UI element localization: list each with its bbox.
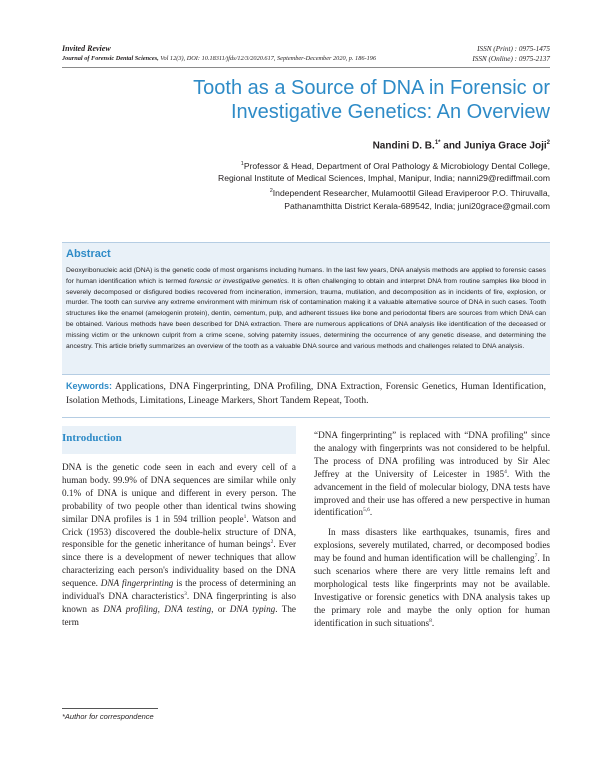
author-2: Juniya Grace Joji [463,140,547,152]
affiliation-1-marker: 1 [240,161,244,167]
intro-left-column [62,461,296,629]
citation-details: Vol 12(3), DOI: 10.18311/jfds/12/3/2020.617, September-December 2020, p. 186-196 [158,55,377,62]
intro-paragraph-1: DNA is the genetic code seen in each and every cell of a human body. 99.9% of DNA sequences are similar while only 0.1% of DNA is unique and different in every person. The probability of two people other than identical twins showing similar DNA profiles is 1 in 594 trillion people$^1$. Watson and Crick (1953) discovered the double-helix structure of DNA, responsible for the genetic inheritance of human beings$^2$. Ever since there is a development of newer techniques that allow characterizing each person's individuality based on the DNA sequence. DNA fingerprinting is the process of determining an individual's DNA characteristics$^3$. DNA fingerprinting is also known as DNA profiling, DNA testing, or DNA typing. The term [62,462,297,627]
intro-paragraph-3: In mass disasters like earthquakes, tsunamis, fires and explosions, severely mutilated, charred, or decomposed bodies may be found and human identification will be challenging$^7$. In such scenarios where there are very little remains left and morphological tests like fingerprints may not be available. Investigative or forensic genetics with DNA analysis takes up the primary role and maybe the only option for human identification in such situations$^8$. [314,527,550,628]
keywords-divider [62,417,550,418]
article-type: Invited Review [62,44,111,53]
header-divider [62,67,550,68]
author-1: Nandini D. B. [372,140,435,152]
correspondence-footnote: *Author for correspondence [62,712,154,721]
abstract-emphasis: forensic or investigative genetics. [188,277,290,285]
author-line [373,140,550,151]
introduction-heading: Introduction [62,432,122,444]
abstract-heading: Abstract [66,248,111,260]
article-title: Tooth as a Source of DNA in Forensic or Investigative Genetics: An Overview [193,77,550,123]
author-1-marker: 1* [434,140,441,146]
abstract-text: Deoxyribonucleic acid (DNA) is the genetic code of most organisms including humans. In the last few years, DNA analysis methods are applied to forensic cases for human identification which is termed forensic or investigative genetics. It is often challenging to obtain and interpret DNA from routine samples like blood in severely decomposed or disfigured bodies recovered from incineration, immersion, trauma, mutilation, and decomposition as in incidents of fire, explosion, or murder. The tooth can survive any extreme environment with minimum risk of contamination making it a valuable alternative source of DNA in such cases. Tooth structures like the enamel (amelogenin protein), dentin, cementum, pulp, and adherent tissues like bone and periodontal fibers are sources from which DNA can be obtained. Various methods have been described for DNA extraction. There are numerous applications of DNA analysis like identification of the deceased or missing victim or the unknown culprit from a crime scene, solving paternity issues, determining the occurrence of any genetic disease, and determining the ancestry. This article briefly summarizes an overview of the tooth as a valuable DNA source and various methods and challenges related to DNA analysis. [66,267,547,350]
journal-citation [62,54,376,64]
keywords [62,380,550,408]
issn-print: ISSN (Print) : 0975-1475 [477,45,550,53]
abstract-box [62,242,550,375]
affiliation-2-line-1: $^2$Independent Researcher, Mulamoottil Gilead Eraviperoor P.O. Thiruvalla, [269,187,550,198]
keywords-label: Keywords: [66,381,113,391]
footnote-divider [62,708,158,709]
running-header-right [472,44,550,64]
affiliation-1-line-1: $^1$Professor & Head, Department of Oral Pathology & Microbiology Dental College, [240,160,550,171]
keywords-list: Applications, DNA Fingerprinting, DNA Profiling, DNA Extraction, Forensic Genetics, Human Identification, Isolation Methods, Limitations, Lineage Markers, Short Tandem Repeat, Tooth. [66,382,546,406]
affiliation-2-line-2: Pathanamthitta District Kerala-689542, India; juni20grace@gmail.com [284,200,550,211]
intro-right-column [314,429,550,630]
author-joiner: and [440,140,464,152]
running-header-left [62,44,376,64]
issn-online: ISSN (Online) : 0975-2137 [472,55,550,63]
journal-name: Journal of Forensic Dental Sciences, [62,55,159,62]
affiliations [130,158,550,212]
affiliation-2-marker: 2 [269,188,273,195]
intro-paragraph-2: “DNA fingerprinting” is replaced with “DNA profiling” since the analogy with fingerprints was not considered to be helpful. The process of DNA profiling was introduced by Sir Alec Jeffrey at the University of Leicester in 1985$^4$. With the advancement in the field of molecular biology, DNA tests have improved and their use has offered a new perspective in human identification$^{5,6}$. [314,430,550,518]
affiliation-1-line-2: Regional Institute of Medical Sciences, Imphal, Manipur, India; nanni29@rediffmail.com [218,173,550,184]
author-2-marker: 2 [546,140,550,146]
